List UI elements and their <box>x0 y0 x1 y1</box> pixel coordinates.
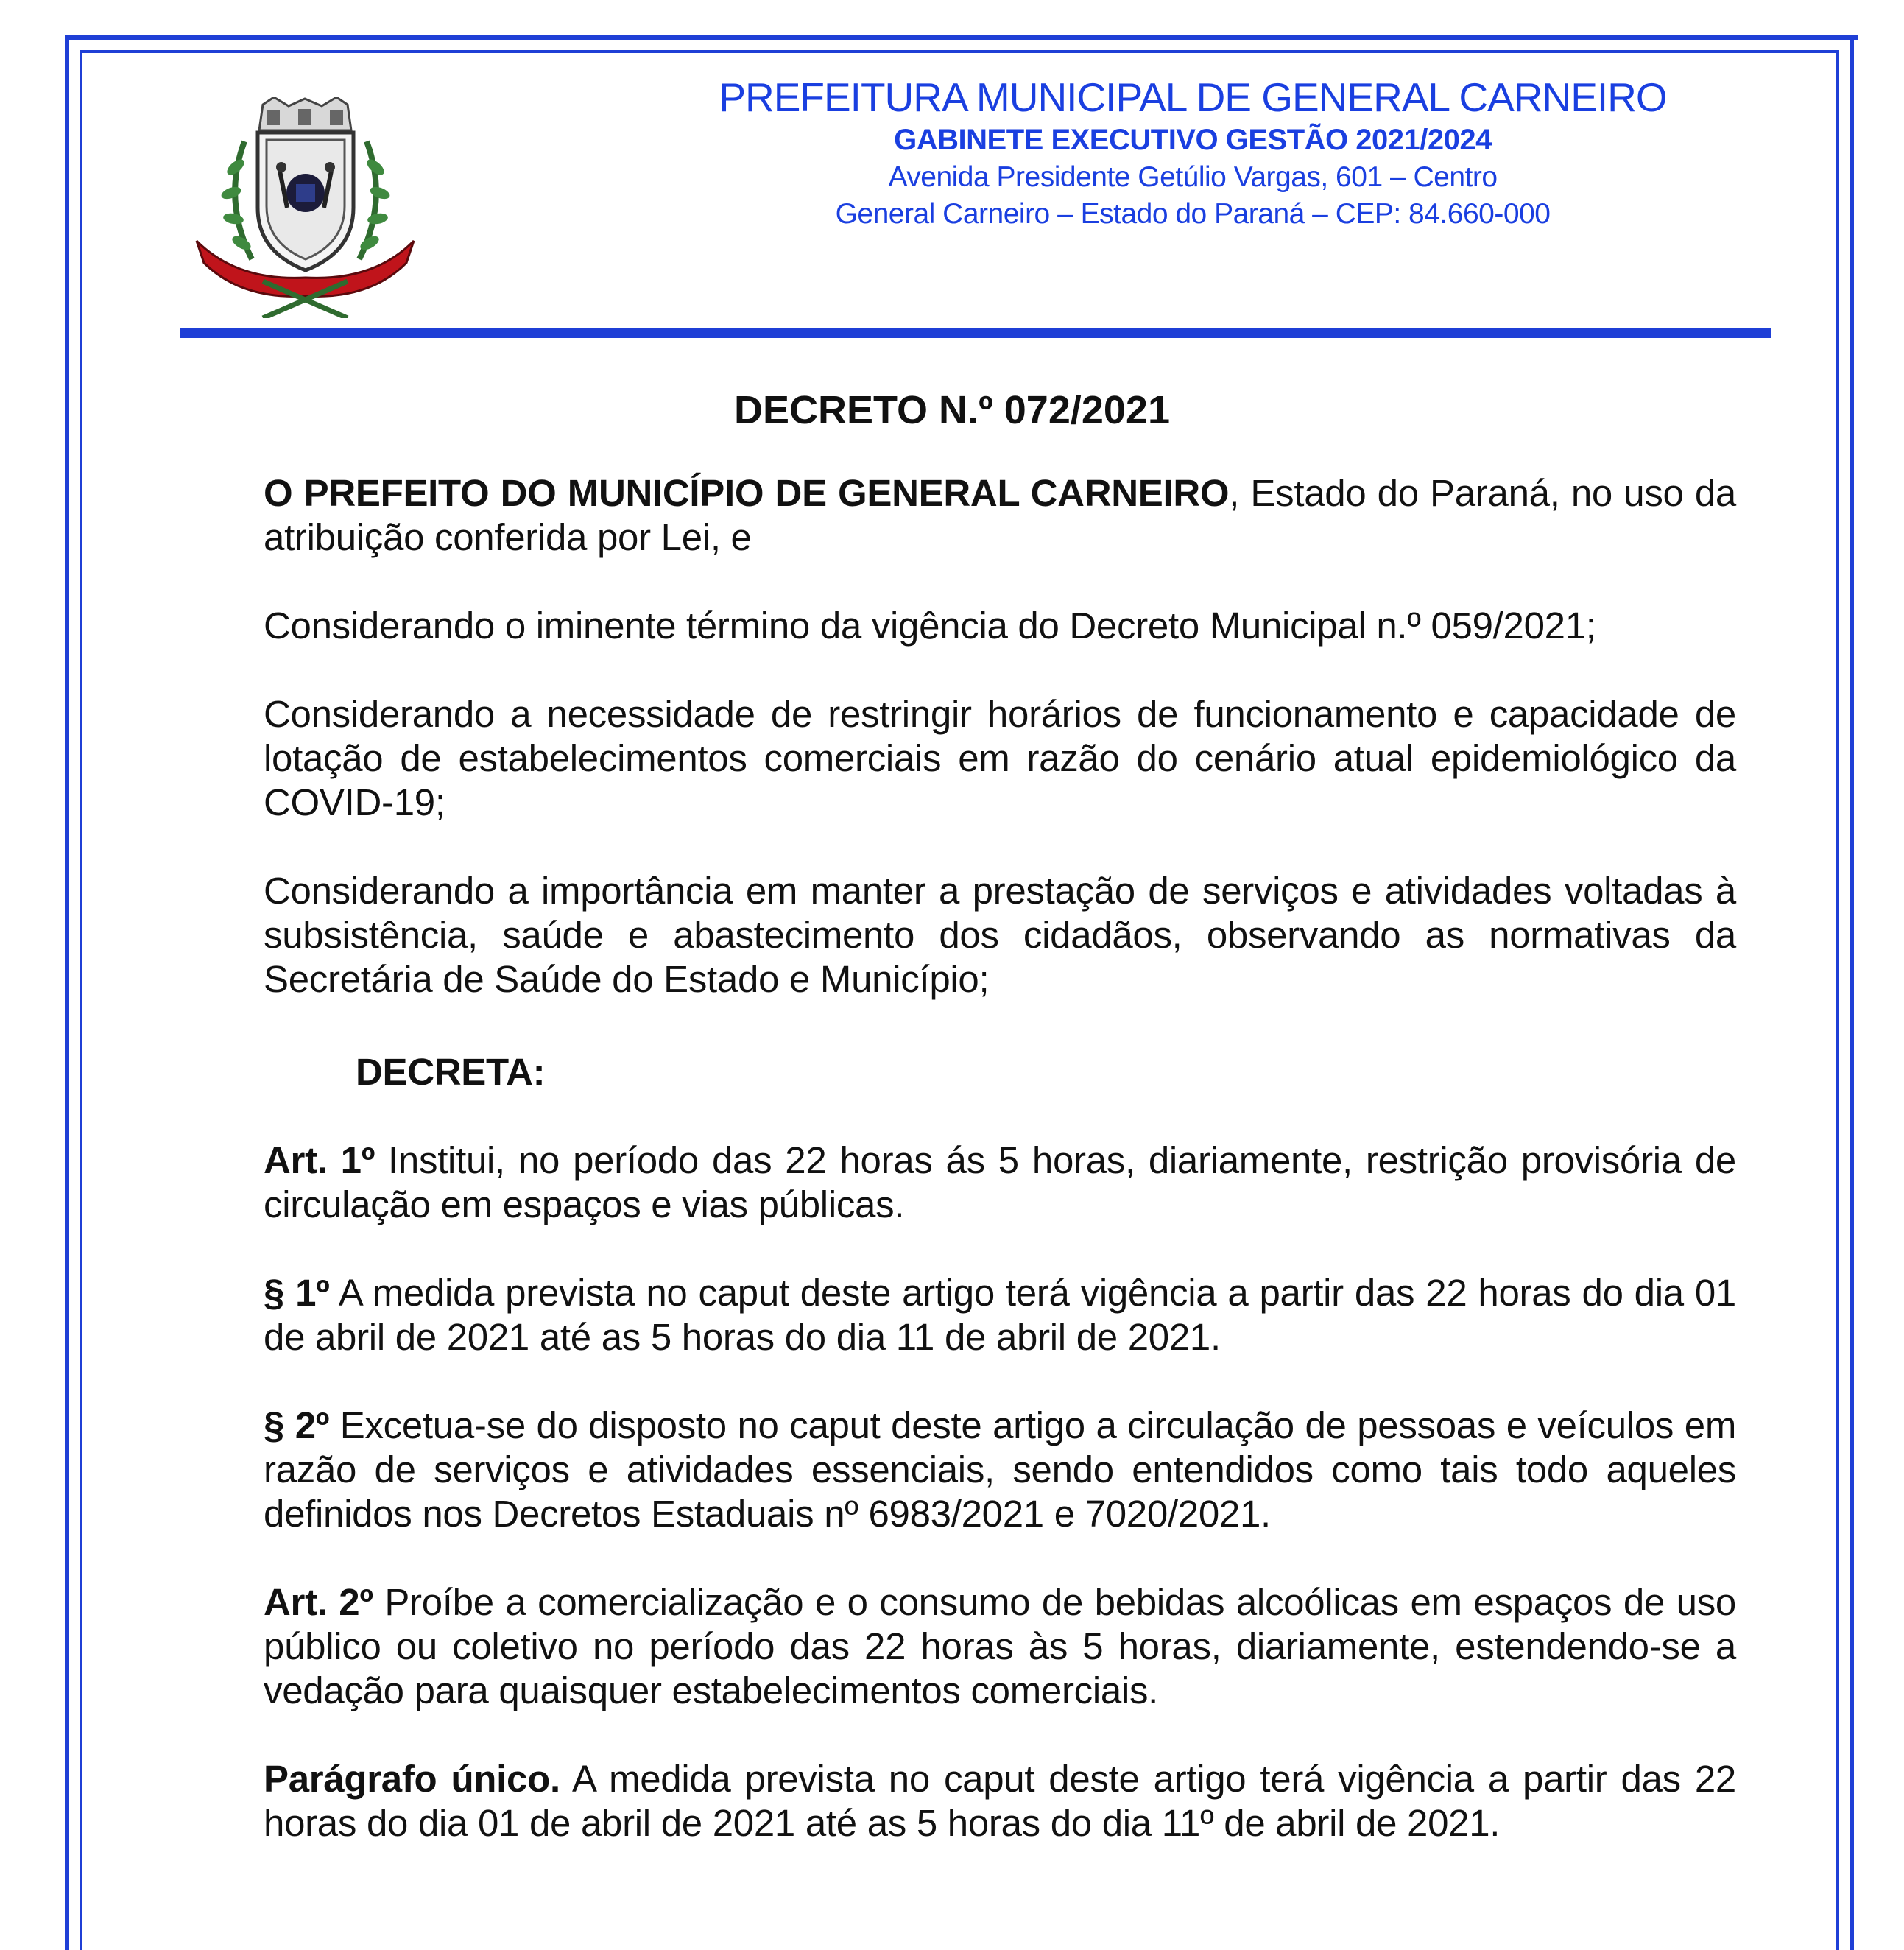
paragraph-unico-text: A medida prevista no caput deste artigo terá vigência a partir das 22 horas do dia 01 de abril de 2021 até as 5 horas do dia 11º de abril de 2021. <box>264 1758 1736 1844</box>
considerando-3: Considerando a importância em manter a prestação de serviços e atividades voltadas à subsistência, saúde e abastecimento dos cidadãos, observando as normativas da Secretária de Saúde do Estado e Município; <box>264 870 1736 1000</box>
header-divider <box>180 328 1771 338</box>
article-1-label: Art. 1º <box>264 1139 375 1181</box>
coat-of-arms-icon <box>193 97 417 318</box>
address-line: Avenida Presidente Getúlio Vargas, 601 – Centro <box>888 161 1498 193</box>
paragraph-unico <box>264 1757 1736 1845</box>
intro-paragraph <box>264 471 1736 560</box>
article-1-text: Institui, no período das 22 horas ás 5 horas, diariamente, restrição provisória de circulação em espaços e vias públicas. <box>264 1139 1736 1225</box>
article-2 <box>264 1580 1736 1713</box>
paragraph-2-label: § 2º <box>264 1404 330 1446</box>
article-2-text: Proíbe a comercialização e o consumo de bebidas alcoólicas em espaços de uso público ou coletivo no período das 22 horas às 5 horas, diariamente, estendendo-se a vedação para quaisquer estabelecimentos comerciais. <box>264 1581 1736 1711</box>
city-line: General Carneiro – Estado do Paraná – CEP: 84.660-000 <box>835 198 1551 230</box>
intro-text: , Estado do Paraná, no uso da atribuição conferida por Lei, e <box>264 472 1736 558</box>
decree-title: DECRETO N.º 072/2021 <box>734 388 1170 432</box>
decree-body <box>264 471 1736 1890</box>
considerando-1: Considerando o iminente término da vigência do Decreto Municipal n.º 059/2021; <box>264 605 1596 647</box>
letterhead <box>604 74 1782 233</box>
decreta-heading: DECRETA: <box>356 1051 546 1093</box>
paragraph-2-text: Excetua-se do disposto no caput deste artigo a circulação de pessoas e veículos em razão de serviços e atividades essenciais, sendo entendidos como tais todo aqueles definidos nos Decretos Estaduais nº 6983/2021 e 7020/2021. <box>264 1404 1736 1535</box>
paragraph-2 <box>264 1404 1736 1536</box>
article-1 <box>264 1138 1736 1227</box>
paragraph-1 <box>264 1271 1736 1359</box>
paragraph-unico-label: Parágrafo único. <box>264 1758 560 1800</box>
intro-bold: O PREFEITO DO MUNICÍPIO DE GENERAL CARNEIRO <box>264 472 1230 514</box>
paragraph-1-text: A medida prevista no caput deste artigo terá vigência a partir das 22 horas do dia 01 de abril de 2021 até as 5 horas do dia 11 de abril de 2021. <box>264 1272 1736 1358</box>
cabinet-name: GABINETE EXECUTIVO GESTÃO 2021/2024 <box>894 124 1492 156</box>
considerando-2: Considerando a necessidade de restringir horários de funcionamento e capacidade de lotação de estabelecimentos comerciais em razão do cenário atual epidemiológico da COVID-19; <box>264 693 1736 823</box>
article-2-label: Art. 2º <box>264 1581 373 1623</box>
municipality-name: PREFEITURA MUNICIPAL DE GENERAL CARNEIRO <box>719 74 1667 120</box>
paragraph-1-label: § 1º <box>264 1272 330 1314</box>
